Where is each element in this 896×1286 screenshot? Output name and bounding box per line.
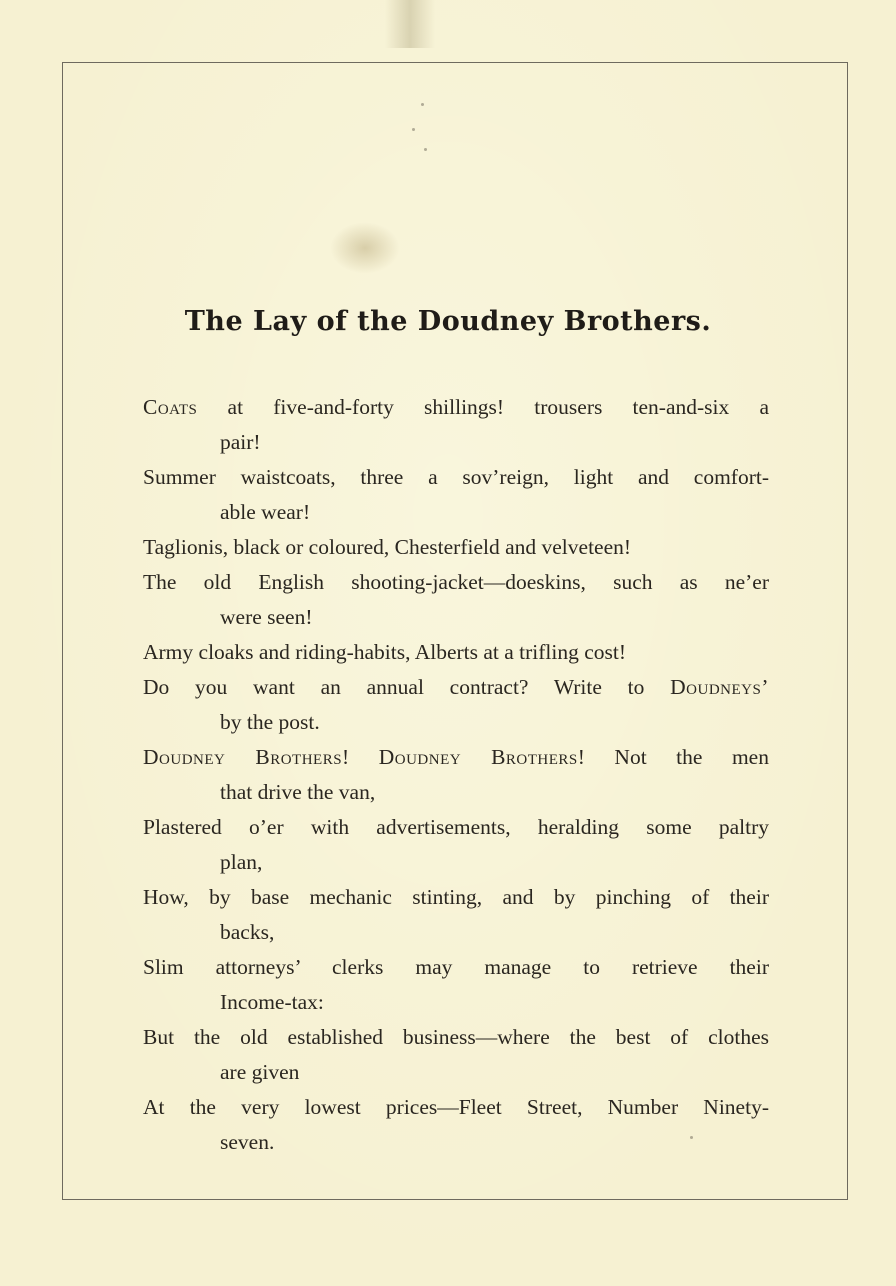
verse-line: Army cloaks and riding-habits, Alberts at a trifling cost! (143, 640, 627, 664)
verse-line: How, by base mechanic stinting, and by pinching of their (143, 885, 769, 909)
verse (143, 530, 769, 565)
verse-continuation: by the post. (220, 710, 320, 734)
line-text: ! (342, 745, 379, 769)
verse-continuation: that drive the van, (220, 780, 376, 804)
line-text: at five-and-forty shillings! trousers ten-and-six a (197, 395, 769, 419)
verse-continuation: backs, (220, 920, 275, 944)
verse-line: Slim attorneys’ clerks may manage to retrieve their (143, 955, 769, 979)
verse (143, 1020, 769, 1090)
small-caps-word: Doudneys’ (670, 675, 769, 699)
verse-line: At the very lowest prices—Fleet Street, Number Ninety- (143, 1095, 769, 1119)
verse (143, 810, 769, 880)
verse (143, 460, 769, 530)
poem-title: The Lay of the Doudney Brothers. (184, 306, 712, 337)
small-caps-word: Doudney Brothers (143, 745, 343, 769)
verse-continuation: able wear! (220, 500, 311, 524)
verse (143, 670, 769, 740)
verse-continuation: plan, (220, 850, 263, 874)
verse-line: Taglionis, black or coloured, Chesterfield and velveteen! (143, 535, 632, 559)
verse-continuation: Income-tax: (220, 990, 324, 1014)
verse-continuation: were seen! (220, 605, 313, 629)
verse-line: Summer waistcoats, three a sov’reign, light and comfort- (143, 465, 769, 489)
verse-line: The old English shooting-jacket—doeskins, such as ne’er (143, 570, 769, 594)
line-text: ! Not the men (577, 745, 769, 769)
page-fold-shadow (385, 0, 435, 48)
small-caps-word: Coats (143, 395, 198, 419)
verse (143, 950, 769, 1020)
verse (143, 1090, 769, 1160)
line-text: Do you want an annual contract? Write to (143, 675, 671, 699)
verse-line (143, 390, 769, 425)
verse (143, 565, 769, 635)
verse-line: Plastered o’er with advertisements, heralding some paltry (143, 815, 769, 839)
verse-continuation: are given (220, 1060, 300, 1084)
verse-line: But the old established business—where the best of clothes (143, 1025, 769, 1049)
poem-body (143, 390, 769, 1160)
small-caps-word: Doudney Brothers (378, 745, 578, 769)
verse (143, 390, 769, 460)
verse (143, 635, 769, 670)
verse (143, 880, 769, 950)
verse-continuation: pair! (220, 430, 261, 454)
verse-line (143, 670, 769, 705)
verse-continuation: seven. (220, 1130, 275, 1154)
verse (143, 740, 769, 810)
verse-line (143, 740, 769, 775)
